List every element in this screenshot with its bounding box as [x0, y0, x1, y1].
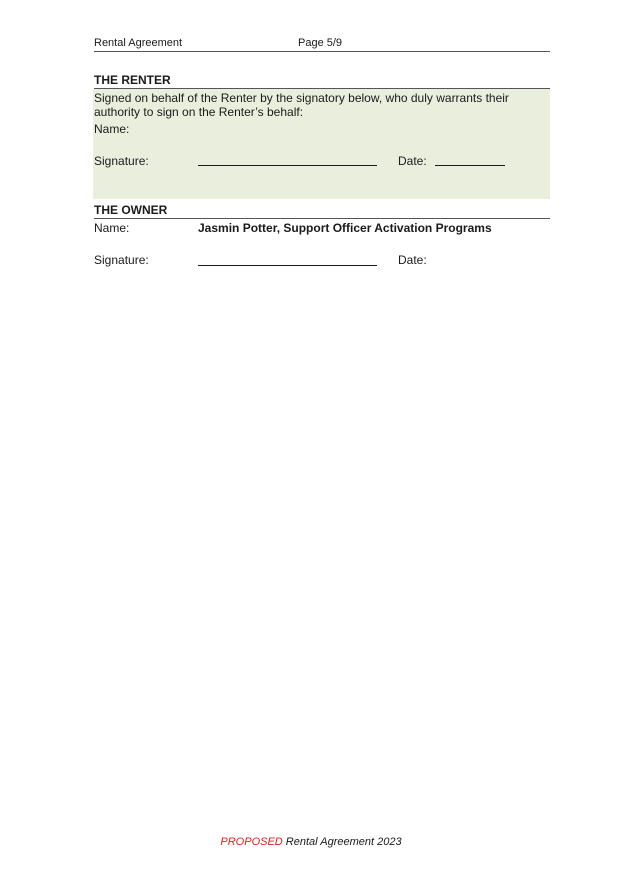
- page-header: [94, 37, 550, 52]
- footer-status: PROPOSED: [220, 836, 283, 848]
- renter-date-line[interactable]: [435, 165, 505, 166]
- owner-name-label: Name:: [94, 221, 130, 235]
- owner-name-value: Jasmin Potter, Support Officer Activation Programs: [198, 221, 492, 235]
- owner-signature-line[interactable]: [198, 265, 377, 266]
- document-title: Rental Agreement: [94, 37, 183, 49]
- renter-statement: Signed on behalf of the Renter by the signatory below, who duly warrants their authority to sign on the Renter’s behalf:: [94, 91, 509, 119]
- page-number: Page 5/9: [298, 37, 343, 49]
- renter-signature-label: Signature:: [94, 154, 149, 168]
- renter-name-label: Name:: [94, 122, 130, 136]
- renter-signature-line[interactable]: [198, 165, 377, 166]
- owner-date-label: Date:: [398, 253, 427, 267]
- renter-signature-block: [93, 89, 550, 199]
- footer-text: Rental Agreement 2023: [282, 836, 402, 848]
- owner-section-title: THE OWNER: [94, 203, 550, 219]
- renter-section-title: THE RENTER: [94, 73, 550, 89]
- owner-signature-label: Signature:: [94, 253, 149, 267]
- page-footer: [0, 836, 622, 848]
- renter-date-label: Date:: [398, 154, 427, 168]
